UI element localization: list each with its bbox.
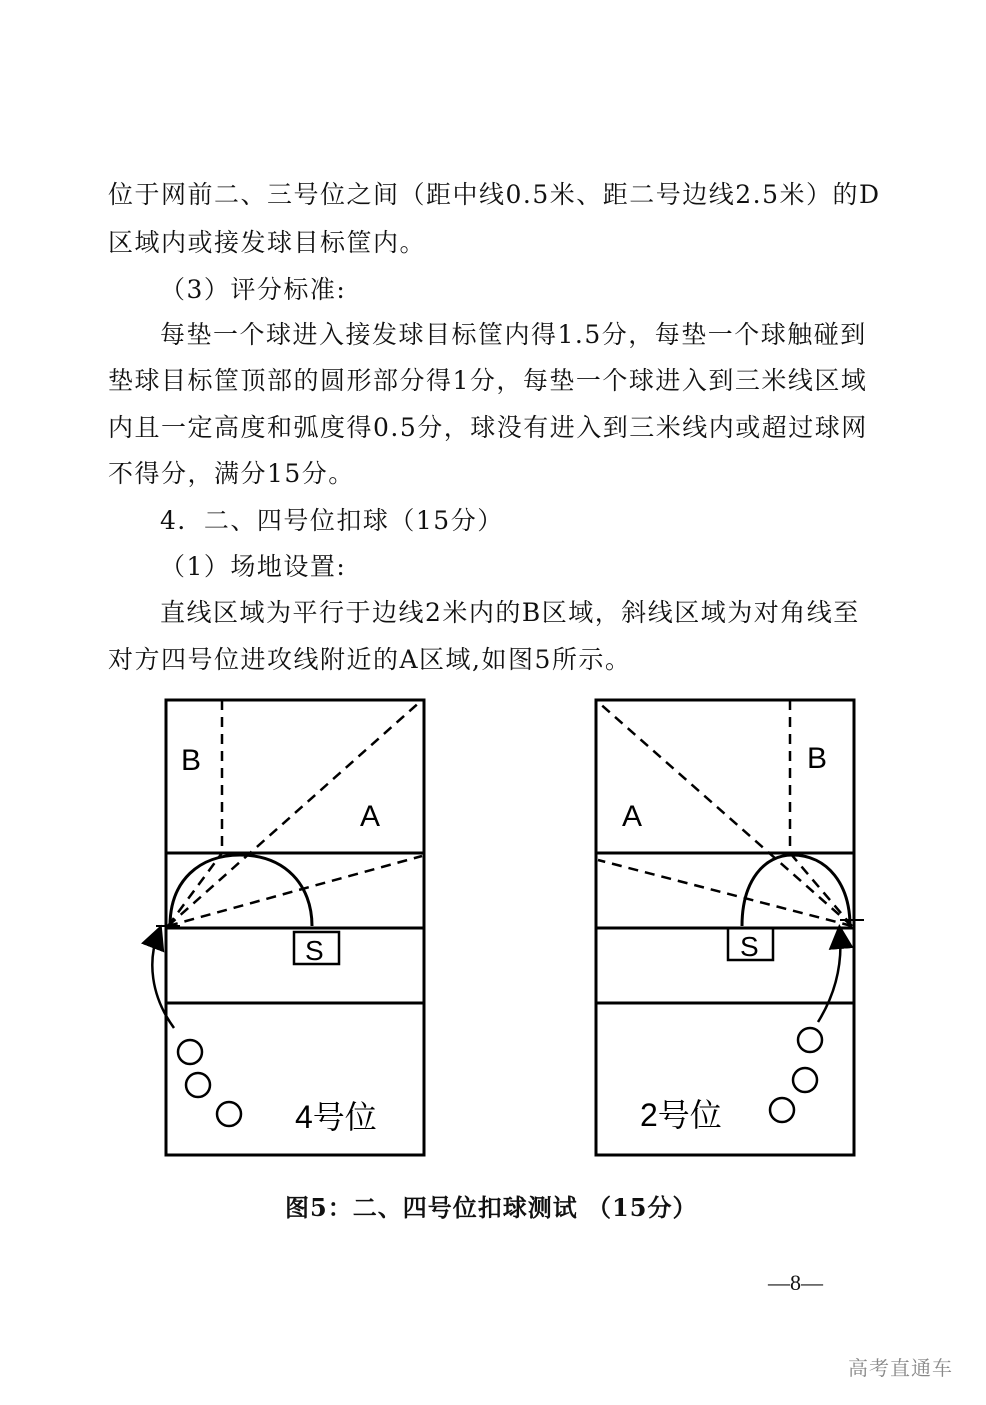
text-line-8: 4．二、四号位扣球（15分） [160,506,504,535]
left-approach-arrow [152,934,174,1028]
right-zone-a-label: A [622,800,643,833]
left-position-label: 4号位 [295,1099,377,1135]
right-player-circle [798,1028,822,1052]
left-diagonal-line [168,700,422,926]
text-line-4: 每垫一个球进入接发球目标筐内得1.5分，每垫一个球触碰到 [160,320,867,349]
right-position-label: 2号位 [640,1097,722,1133]
text-line-7: 不得分，满分15分。 [108,459,355,488]
text-line-11: 对方四号位进攻线附近的A区域,如图5所示。 [108,645,632,674]
right-zone-b-label: B [807,742,828,775]
text-line-2: 区域内或接发球目标筐内。 [108,228,427,257]
text-line-5: 垫球目标筐顶部的圆形部分得1分，每垫一个球进入到三米线区域 [108,366,868,395]
right-approach-arrow [818,934,840,1022]
left-setter-label: S [305,935,324,966]
page-number: —8— [768,1270,823,1295]
figure-caption: 图5：二、四号位扣球测试 （15分） [285,1193,698,1222]
text-line-6: 内且一定高度和弧度得0.5分，球没有进入到三米线内或超过球网 [108,413,868,442]
left-player-circle [178,1040,202,1064]
left-player-circle [186,1073,210,1097]
text-line-10: 直线区域为平行于边线2米内的B区域，斜线区域为对角线至 [160,598,860,627]
watermark: 高考直通车 [848,1356,953,1380]
left-zone-b-label: B [181,744,202,777]
left-straight-line [168,853,222,926]
text-line-9: （1）场地设置: [160,552,347,581]
right-set-arc [742,855,850,926]
left-zone-a-label: A [360,800,381,833]
left-set-arc [170,855,312,926]
left-player-circle [217,1102,241,1126]
right-setter-label: S [740,931,759,962]
text-line-1: 位于网前二、三号位之间（距中线0.5米、距二号边线2.5米）的D [108,180,881,209]
right-cross-line [598,860,852,926]
text-line-3: （3）评分标准: [160,275,347,304]
right-player-circle [793,1068,817,1092]
right-player-circle [770,1098,794,1122]
